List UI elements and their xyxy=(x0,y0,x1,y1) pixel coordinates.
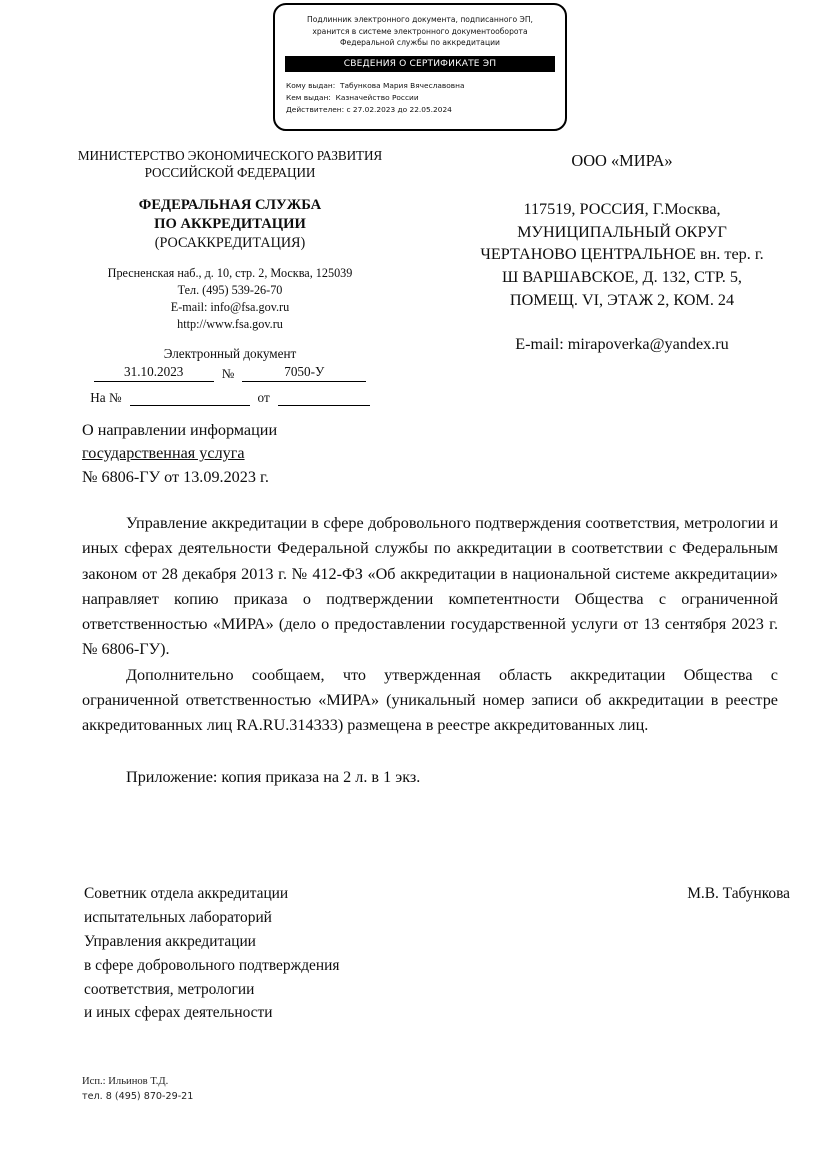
signer-title-line-1: Советник отдела аккредитации xyxy=(84,885,289,902)
stamp-issued-to-label: Кому выдан: xyxy=(286,81,336,91)
signer-title-line-3: Управления аккредитации xyxy=(84,932,256,950)
stamp-issued-by-label: Кем выдан: xyxy=(286,93,331,103)
addressee-organization: ООО «МИРА» xyxy=(571,151,673,170)
sender-letterhead xyxy=(60,148,400,406)
reply-reference-line xyxy=(60,389,400,406)
registration-date: 31.10.2023 xyxy=(94,364,214,382)
signer-title-line-4: в сфере добровольного подтверждения xyxy=(84,956,340,974)
signer-title xyxy=(84,882,339,1025)
registration-number: 7050-У xyxy=(242,364,366,382)
addressee-address xyxy=(432,198,812,311)
reply-reference-number xyxy=(130,389,250,406)
signature-row xyxy=(84,882,794,1025)
signature-block xyxy=(84,882,794,1025)
agency-name-line-1: ФЕДЕРАЛЬНАЯ СЛУЖБА xyxy=(138,196,322,213)
executor-name: Исп.: Ильинов Т.Д. xyxy=(82,1076,169,1087)
reply-reference-label: На № xyxy=(90,390,122,406)
signer-name: М.В. Табункова xyxy=(687,885,790,902)
number-sign: № xyxy=(221,366,235,382)
executor-footnote xyxy=(82,1074,193,1105)
stamp-issued-to-row xyxy=(286,80,565,92)
signer-title-line-2: испытательных лабораторий xyxy=(84,908,272,926)
subject-case-number: № 6806-ГУ от 13.09.2023 г. xyxy=(82,467,269,486)
agency-name-line-2: ПО АККРЕДИТАЦИИ xyxy=(154,215,306,232)
stamp-issued-to-value: Табункова Мария Вячеславовна xyxy=(339,81,465,91)
addressee-address-line-4: Ш ВАРШАВСКОЕ, Д. 132, СТР. 5, xyxy=(502,268,742,287)
ministry-name-line-1: МИНИСТЕРСТВО ЭКОНОМИЧЕСКОГО РАЗВИТИЯ xyxy=(77,148,383,163)
stamp-certificate-fields xyxy=(286,80,565,116)
subject-service-underlined: государственная услуга xyxy=(82,444,245,463)
letter-body xyxy=(82,511,778,791)
ministry-name xyxy=(60,148,400,182)
sender-address: Пресненская наб., д. 10, стр. 2, Москва, 125039 xyxy=(107,266,353,281)
signer-title-line-5: соответствия, метрологии xyxy=(84,980,255,998)
stamp-intro-line-1: Подлинник электронного документа, подписанного ЭП, xyxy=(307,15,533,24)
body-paragraph-2: Дополнительно сообщаем, что утвержденная область аккредитации Общества с ограниченной ответственностью «МИРА» (уникальный номер записи об аккредитации в реестре аккредитованных лиц RA.RU.314333) размещена в реестре аккредитованных лиц. xyxy=(82,665,778,735)
subject-line-1: О направлении информации xyxy=(82,421,278,439)
addressee-address-line-2: МУНИЦИПАЛЬНЫЙ ОКРУГ xyxy=(517,222,727,241)
reply-reference-date xyxy=(278,389,370,406)
letter-header xyxy=(0,148,826,406)
executor-phone: тел. 8 (495) 870-29-21 xyxy=(82,1091,194,1103)
sender-website: http://www.fsa.gov.ru xyxy=(177,316,283,331)
electronic-document-label: Электронный документ xyxy=(163,346,297,362)
addressee-block xyxy=(432,151,812,354)
sender-phone: Тел. (495) 539-26-70 xyxy=(177,283,283,297)
stamp-validity-value: с 27.02.2023 до 22.05.2024 xyxy=(346,105,452,115)
signer-title-line-6: и иных сферах деятельности xyxy=(84,1004,273,1022)
agency-short-name: (РОСАККРЕДИТАЦИЯ) xyxy=(154,234,306,251)
reply-date-label: от xyxy=(257,390,270,406)
agency-name xyxy=(60,196,400,252)
electronic-signature-stamp xyxy=(273,3,567,131)
letter-subject xyxy=(82,419,482,489)
addressee-email: E-mail: mirapoverka@yandex.ru xyxy=(515,335,729,354)
sender-contacts xyxy=(60,265,400,332)
stamp-issued-by-value: Казначейство России xyxy=(335,93,419,103)
stamp-intro-text xyxy=(275,5,565,49)
addressee-address-line-3: ЧЕРТАНОВО ЦЕНТРАЛЬНОЕ вн. тер. г. xyxy=(480,245,764,264)
stamp-validity-row xyxy=(286,104,565,116)
registration-line xyxy=(60,364,400,382)
stamp-banner-title: СВЕДЕНИЯ О СЕРТИФИКАТЕ ЭП xyxy=(285,56,555,73)
addressee-address-line-5: ПОМЕЩ. VI, ЭТАЖ 2, КОМ. 24 xyxy=(509,290,735,309)
stamp-intro-line-2: хранится в системе электронного документооборота xyxy=(312,26,528,36)
addressee-address-line-1: 117519, РОССИЯ, Г.Москва, xyxy=(523,200,721,218)
ministry-name-line-2: РОССИЙСКОЙ ФЕДЕРАЦИИ xyxy=(144,164,316,180)
body-paragraph-1: Управление аккредитации в сфере добровольного подтверждения соответствия, метрологии и иных сферах деятельности Федеральной службы по аккредитации в соответствии с Федеральным законом от 28 декабря 2013 г. № 412-ФЗ «Об аккредитации в национальной системе аккредитации» направляет копию приказа о подтверждении компетентности Общества с ограниченной ответственностью «МИРА» (дело о предоставлении государственной услуги от 13 сентября 2023 г. № 6806-ГУ). xyxy=(82,514,778,659)
attachment-note: Приложение: копия приказа на 2 л. в 1 экз. xyxy=(126,768,421,787)
sender-email: E-mail: info@fsa.gov.ru xyxy=(170,299,290,314)
stamp-validity-label: Действителен: xyxy=(286,105,345,115)
stamp-intro-line-3: Федеральной службы по аккредитации xyxy=(340,38,500,48)
stamp-issued-by-row xyxy=(286,92,565,104)
